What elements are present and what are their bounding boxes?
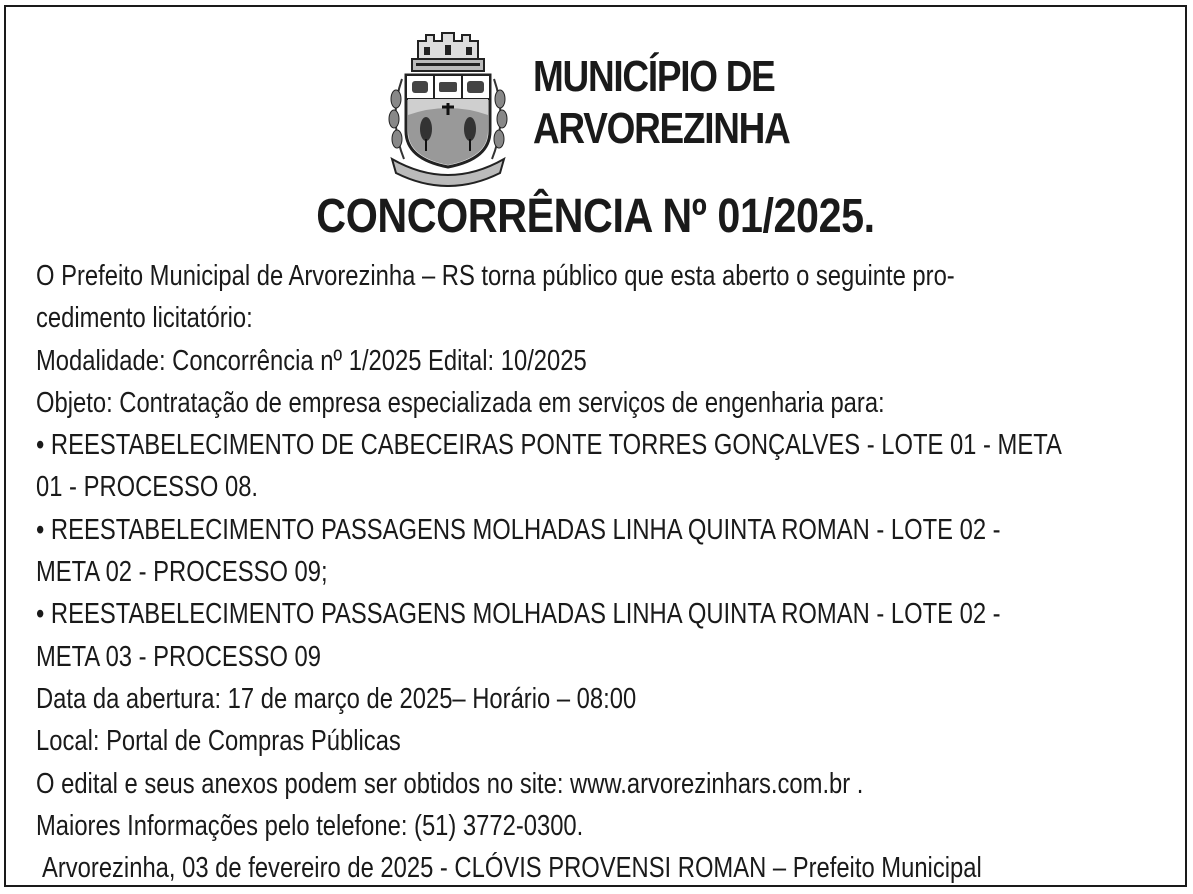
bullet-item-1-cont: 01 - PROCESSO 08.	[36, 471, 259, 504]
object-line: Objeto: Contratação de empresa especializada em serviços de engenharia para:	[36, 386, 885, 419]
bullet-item-1: • REESTABELECIMENTO DE CABECEIRAS PONTE TORRES GONÇALVES - LOTE 01 - META	[36, 429, 1062, 462]
notice-body	[36, 255, 1166, 889]
municipality-name	[533, 51, 790, 155]
bullet-item-2: • REESTABELECIMENTO PASSAGENS MOLHADAS LINHA QUINTA ROMAN - LOTE 02 -	[36, 513, 1001, 546]
signature-line: Arvorezinha, 03 de fevereiro de 2025 - CLÓVIS PROVENSI ROMAN – Prefeito Municipal	[42, 852, 982, 885]
phone-line: Maiores Informações pelo telefone: (51) 3772-0300.	[36, 809, 584, 842]
bullet-item-3-cont: META 03 - PROCESSO 09	[36, 640, 322, 673]
municipality-line-2: ARVOREZINHA	[533, 104, 790, 153]
text-line: cedimento licitatório:	[36, 302, 253, 335]
bullet-item-2-cont: META 02 - PROCESSO 09;	[36, 556, 328, 589]
text-line: O Prefeito Municipal de Arvorezinha – RS torna público que esta aberto o seguinte pro-	[36, 260, 955, 292]
municipality-line-1: MUNICÍPIO DE	[533, 52, 775, 101]
public-notice	[4, 5, 1187, 887]
opening-date-line: Data da abertura: 17 de março de 2025– Horário – 08:00	[36, 682, 637, 715]
modality-line: Modalidade: Concorrência nº 1/2025 Edital: 10/2025	[36, 344, 587, 377]
location-line: Local: Portal de Compras Públicas	[36, 725, 401, 758]
municipal-coat-of-arms-icon	[382, 19, 514, 187]
website-line: O edital e seus anexos podem ser obtidos no site: www.arvorezinhars.com.br .	[36, 767, 864, 800]
bullet-item-3: • REESTABELECIMENTO PASSAGENS MOLHADAS LINHA QUINTA ROMAN - LOTE 02 -	[36, 598, 1001, 631]
notice-title: CONCORRÊNCIA Nº 01/2025.	[316, 190, 875, 243]
